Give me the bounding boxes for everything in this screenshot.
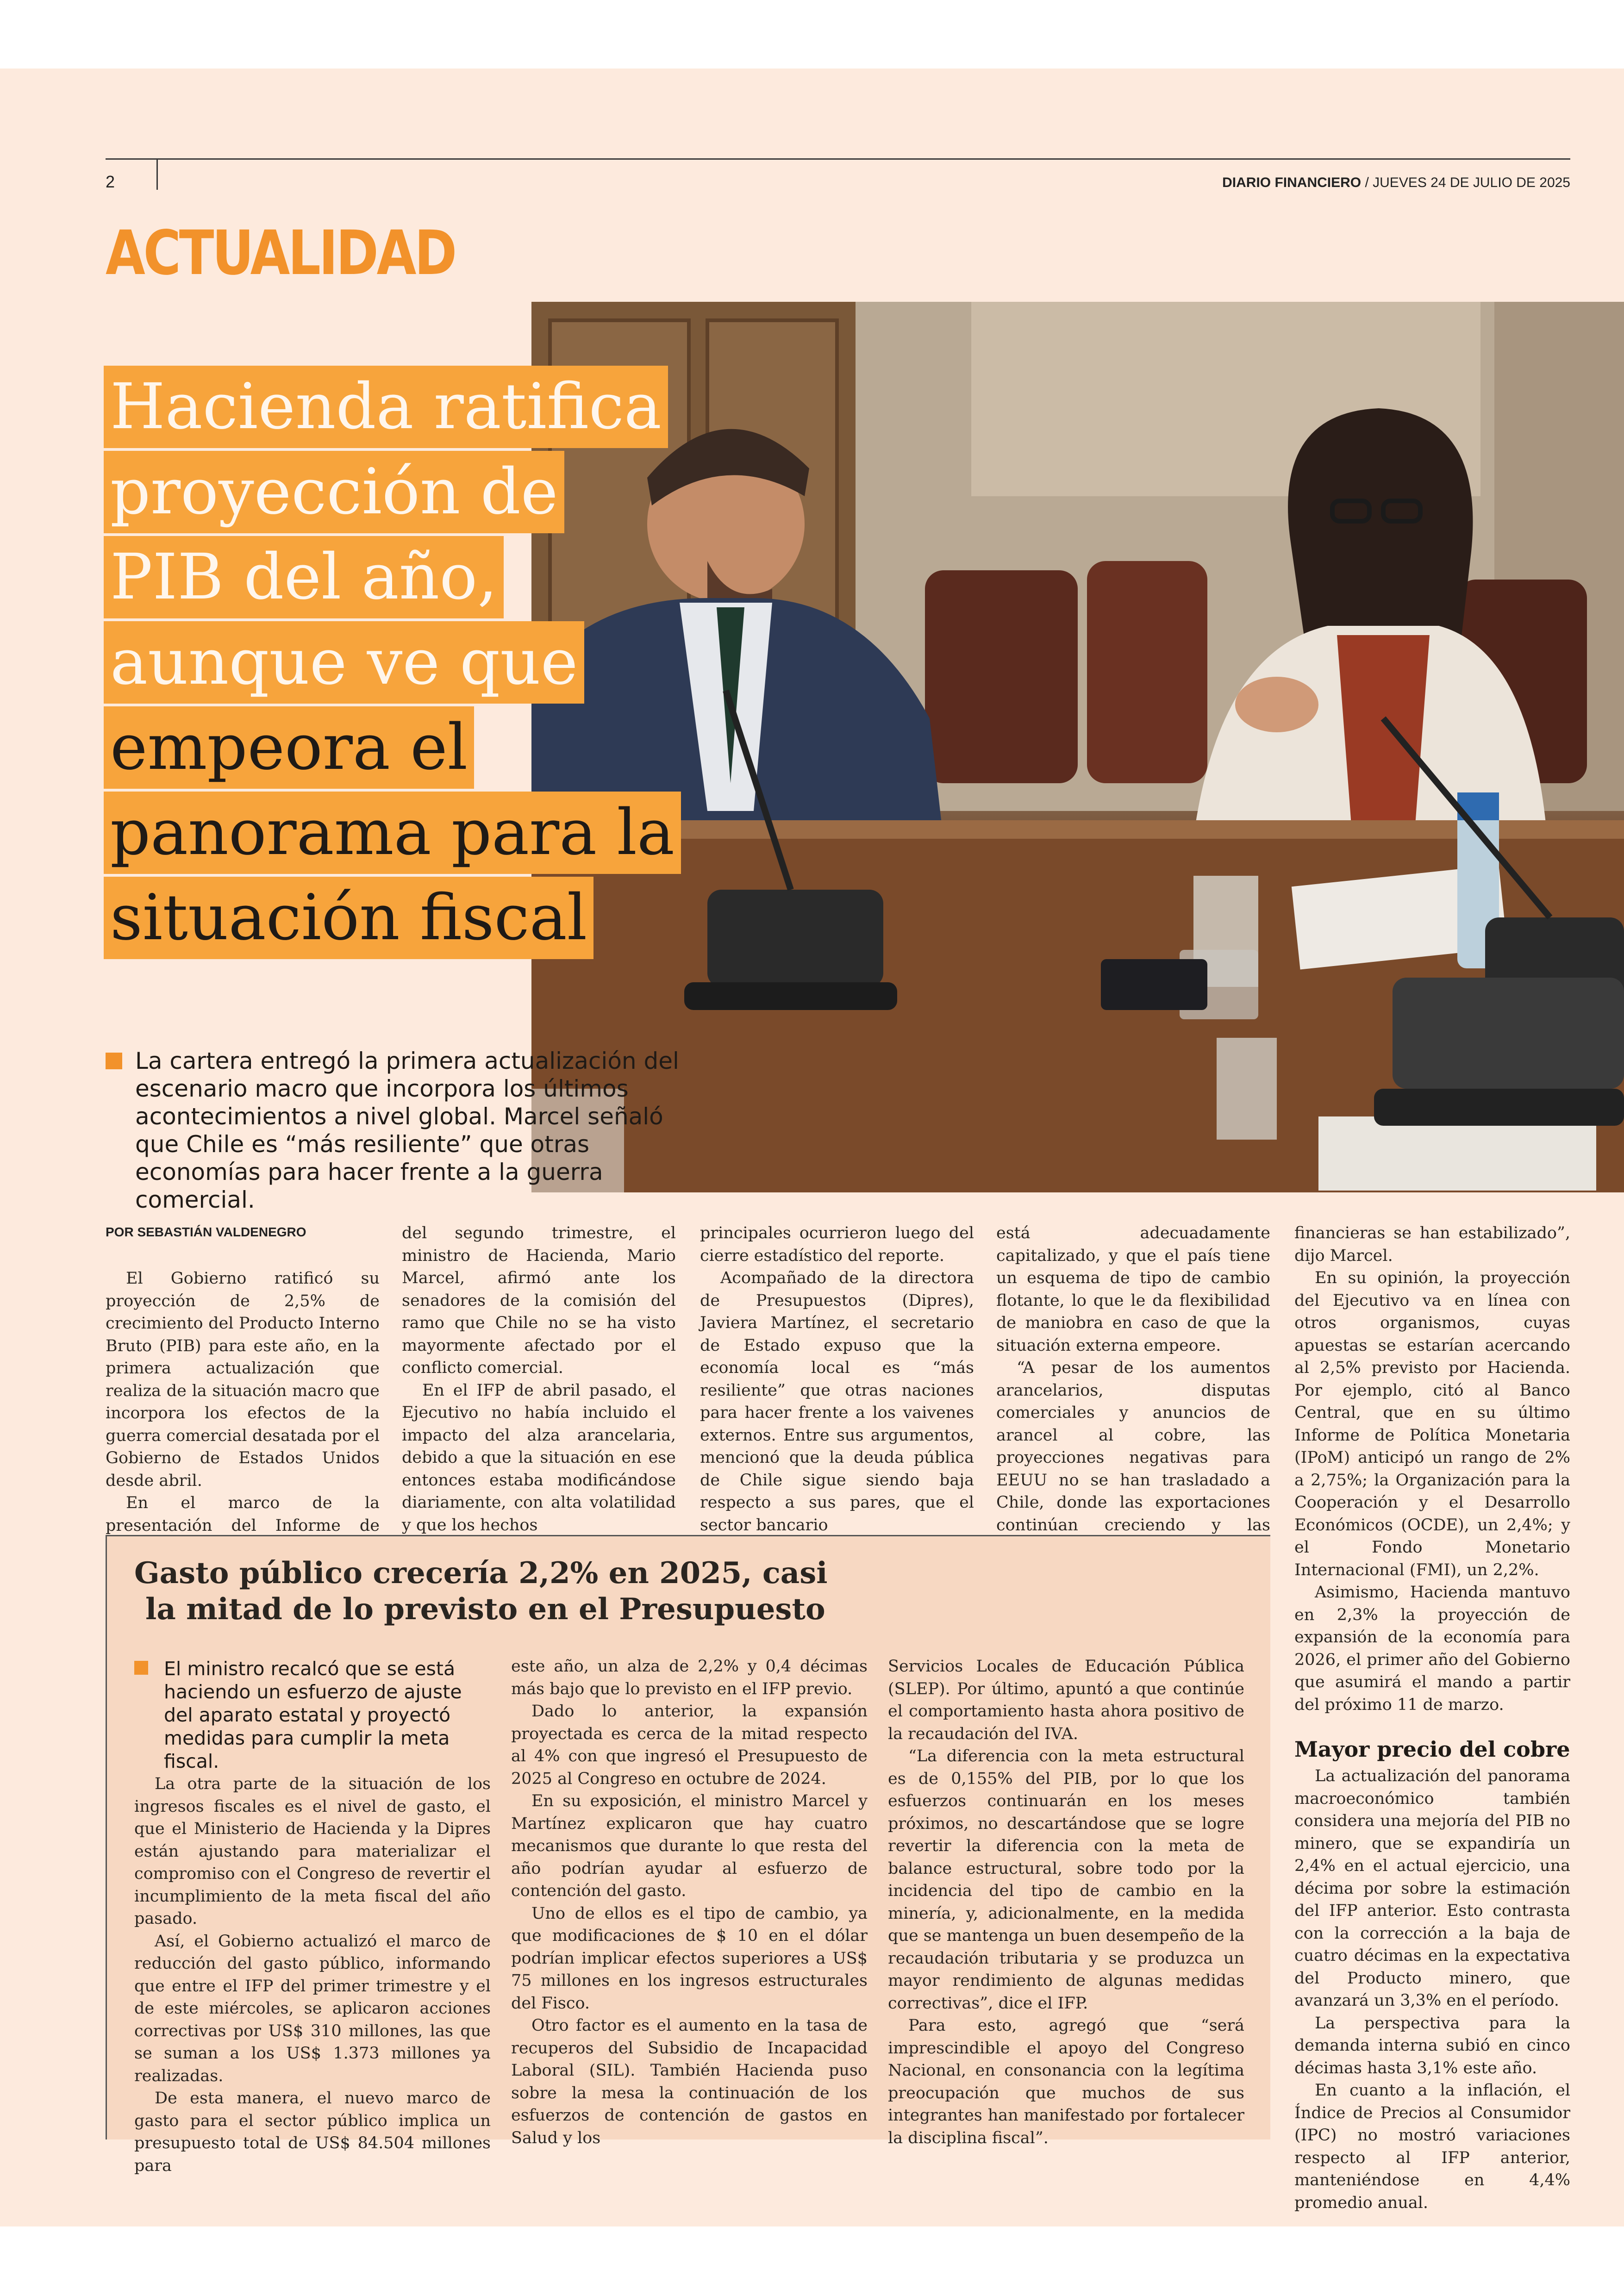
paragraph: Servicios Locales de Educación Pública (SLEP). Por último, apuntó a que continúe el comportamiento hasta ahora positivo de la recaudación del IVA. <box>888 1657 1244 1743</box>
paragraph: La otra parte de la situación de los ingresos fiscales es el nivel de gasto, el que el Ministerio de Hacienda y la Dipres están ajustando para materializar el compromiso con el Congreso de revertir el incumplimiento de la meta fiscal del año pasado. <box>134 1775 491 1928</box>
paragraph: Dado lo anterior, la expansión proyectada es cerca de la mitad respecto al 4% con que ingresó el Presupuesto de 2025 al Congreso en octubre de 2024. <box>511 1702 868 1788</box>
article-lead <box>106 1047 707 1214</box>
paragraph: financieras se han estabilizado”, dijo Marcel. <box>1294 1224 1570 1265</box>
subheading: Mayor precio del cobre <box>1294 1737 1570 1762</box>
lead-text: La cartera entregó la primera actualización del escenario macro que incorpora los últimos acontecimientos a nivel global. Marcel señaló que Chile es “más resiliente” que otras economías para hacer frente a la guerra comercial. <box>135 1048 679 1213</box>
paragraph: En cuanto a la inflación, el Índice de Precios al Consumidor (IPC) no mostró variaciones respecto al IFP anterior, manteniéndose en 4,4% promedio anual. <box>1294 2081 1570 2212</box>
article-column-2 <box>402 1222 676 1536</box>
sidebar-column-1 <box>134 1773 491 2177</box>
sidebar-box-edge <box>106 1536 107 2139</box>
article-column-1 <box>106 1267 380 1559</box>
masthead-separator: / <box>1361 175 1373 190</box>
publication-date: JUEVES 24 DE JULIO DE 2025 <box>1373 175 1570 190</box>
sidebar-column-2 <box>511 1655 868 2149</box>
paragraph: “A pesar de los aumentos arancelarios, disputas comerciales y anuncios de arancel al cobre, las proyecciones negativas para EEUU no se han trasladado a Chile, donde las exportaciones continúan creciendo y las <box>996 1359 1270 1534</box>
headline-line: Hacienda ratifica <box>104 366 668 448</box>
headline-line: empeora el <box>104 706 474 789</box>
paragraph: Acompañado de la directora de Presupuestos (Dipres), Javiera Martínez, el secretario de Estado expuso que la economía local es “más resiliente” que otras naciones para hacer frente a los vaivenes externos. Entre sus argumentos, mencionó que la deuda pública de Chile sigue siendo baja respecto a sus pares, que el sector bancario <box>700 1269 974 1534</box>
headline-line: situación fiscal <box>104 877 593 959</box>
sidebar-lead-text: El ministro recalcó que se está haciendo un esfuerzo de ajuste del aparato estatal y proyectó medidas para cumplir la meta fiscal. <box>164 1658 462 1772</box>
article-column-5 <box>1294 1222 1570 2214</box>
paragraph: Otro factor es el aumento en la tasa de recuperos del Subsidio de Incapacidad Laboral (SIL). También Hacienda puso sobre la mesa la continuación de los esfuerzos de contención de gastos en Salud y los <box>511 2016 868 2147</box>
article-column-3 <box>700 1222 974 1536</box>
square-bullet-icon <box>134 1661 148 1675</box>
paragraph: En su opinión, la proyección del Ejecutivo va en línea con otros organismos, cuyas apuestas se estarían acercando al 2,5% previsto por Hacienda. Por ejemplo, citó al Banco Central, que en su último Informe de Política Monetaria (IPoM) anticipó un rango de 2% a 2,75%; la Organización para la Cooperación y el Desarrollo Económicos (OCDE), un 2,4%; y el Fondo Monetario Internacional (FMI), un 2,2%. <box>1294 1269 1570 1579</box>
masthead <box>1222 175 1570 191</box>
article-column-4 <box>996 1222 1270 1559</box>
section-title: ACTUALIDAD <box>106 218 456 289</box>
sidebar-title-line: Gasto público crecería 2,2% en 2025, casi <box>134 1556 828 1590</box>
paragraph: De esta manera, el nuevo marco de gasto para el sector público implica un presupuesto total de US$ 84.504 millones para <box>134 2089 491 2175</box>
publication-name: DIARIO FINANCIERO <box>1222 175 1362 190</box>
square-bullet-icon <box>106 1053 122 1069</box>
paragraph: Uno de ellos es el tipo de cambio, ya que modificaciones de $ 10 en el dólar podrían implicar efectos superiores a US$ 75 millones en los ingresos estructurales del Fisco. <box>511 1904 868 2013</box>
sidebar-column-3 <box>888 1655 1244 2149</box>
page-number: 2 <box>106 172 115 191</box>
paragraph: La actualización del panorama macroeconómico también considera una mejoría del PIB no minero, que se expandiría un 2,4% en el actual ejercicio, una décima por sobre la estimación del IFP anterior. Esto contrasta con la corrección a la baja de cuatro décimas en la expectativa del Producto minero, que avanzará un 3,3% en el período. <box>1294 1767 1570 2010</box>
headline-line: proyección de <box>104 451 564 533</box>
paragraph: En el IFP de abril pasado, el Ejecutivo no había incluido el impacto del alza arancelaria, debido a que la situación en ese entonces estaba modificándose diariamente, con alta volatilidad y que los hechos <box>402 1381 676 1534</box>
paragraph: Asimismo, Hacienda mantuvo en 2,3% la proyección de expansión de la economía para 2026, el primer año del Gobierno que asumirá el mando a partir del próximo 11 de marzo. <box>1294 1583 1570 1714</box>
header-rule-tick <box>156 158 158 190</box>
paragraph: Así, el Gobierno actualizó el marco de reducción del gasto público, informando que entre el IFP del primer trimestre y el de este miércoles, se aplicaron acciones correctivas por US$ 310 millones, las que se suman a los US$ 1.373 millones ya realizadas. <box>134 1932 491 2085</box>
paragraph: Para esto, agregó que “será imprescindible el apoyo del Congreso Nacional, en consonancia con la legítima preocupación que muchos de sus integrantes han manifestado por fortalecer la disciplina fiscal”. <box>888 2016 1244 2147</box>
paragraph: El Gobierno ratificó su proyección de 2,5% de crecimiento del Producto Interno Bruto (PIB) para este año, en la primera actualización que realiza de la situación macro que incorpora los efectos de la guerra comercial desatada por el Gobierno de Estados Unidos desde abril. <box>106 1269 380 1490</box>
sidebar-lead <box>134 1657 495 1773</box>
sidebar-title <box>134 1555 828 1628</box>
paragraph: principales ocurrieron luego del cierre estadístico del reporte. <box>700 1224 974 1265</box>
paragraph: “La diferencia con la meta estructural es de 0,155% del PIB, por lo que los esfuerzos continuarán en los meses próximos, no descartándose que se logre revertir la diferencia con la meta de balance estructural, sobre todo por la incidencia del tipo de cambio en la minería, y, adicionalmente, en la medida que se mantenga un buen desempeño de la recaudación tributaria y se produzca un mayor rendimiento de algunas medidas correctivas”, dice el IFP. <box>888 1747 1244 2013</box>
paragraph: En su exposición, el ministro Marcel y Martínez explicaron que hay cuatro mecanismos que durante lo que resta del año podrían ayudar al esfuerzo de contención del gasto. <box>511 1792 868 1900</box>
paragraph: este año, un alza de 2,2% y 0,4 décimas más bajo que lo previsto en el IFP previo. <box>511 1657 868 1698</box>
headline <box>104 366 681 962</box>
paragraph: La perspectiva para la demanda interna subió en cinco décimas hasta 3,1% este año. <box>1294 2014 1570 2077</box>
paragraph: En el marco de la presentación del Informe de <box>106 1494 380 1535</box>
headline-line: panorama para la <box>104 792 681 874</box>
headline-line: PIB del año, <box>104 536 504 618</box>
byline: POR SEBASTIÁN VALDENEGRO <box>106 1225 306 1239</box>
headline-line: aunque ve que <box>104 621 584 704</box>
paragraph: del segundo trimestre, el ministro de Hacienda, Mario Marcel, afirmó ante los senadores de la comisión del ramo que Chile no se ha visto mayormente afectado por el conflicto comercial. <box>402 1224 676 1377</box>
sidebar-box-rule <box>106 1535 1270 1536</box>
sidebar-title-line: la mitad de lo previsto en el Presupuesto <box>145 1592 825 1627</box>
header-rule <box>106 158 1570 160</box>
paragraph: está adecuadamente capitalizado, y que el país tiene un esquema de tipo de cambio flotante, lo que le da flexibilidad de maniobra en caso de que la situación externa empeore. <box>996 1224 1270 1355</box>
